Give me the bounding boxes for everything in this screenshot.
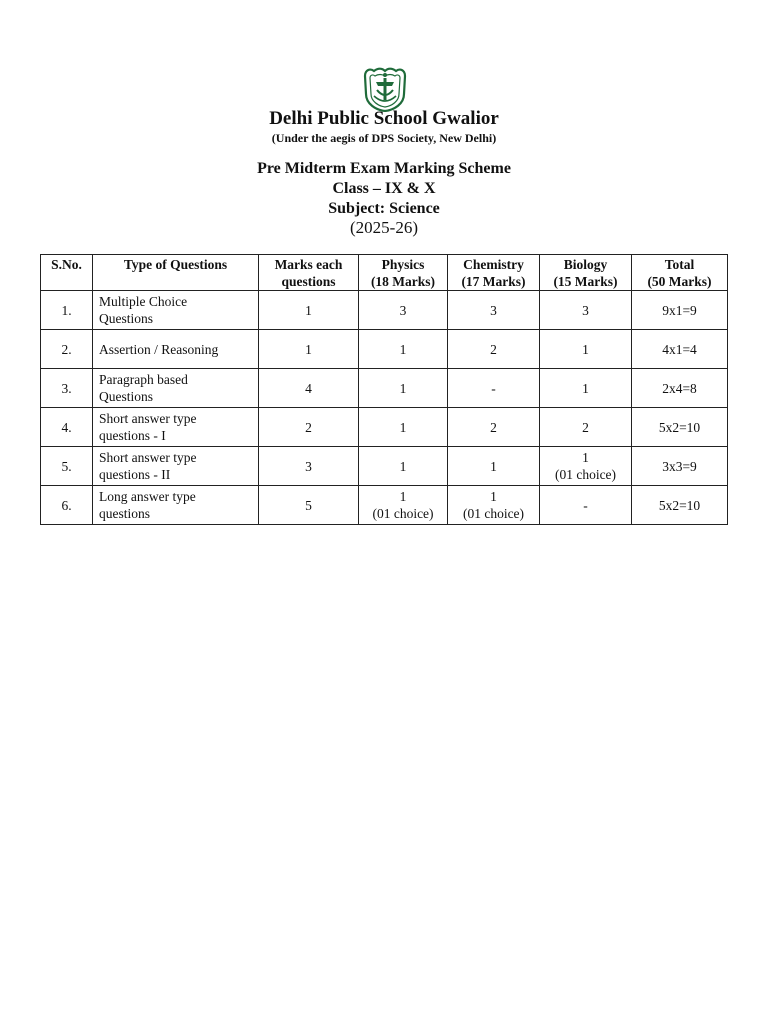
cell-physics: 3 [359,291,448,330]
table-header-row [41,255,728,291]
cell-total: 2x4=8 [632,369,728,408]
cell-chemistry: 1 [448,447,540,486]
table-row [41,447,728,486]
school-crest-logo [360,66,410,112]
marking-scheme-table [40,254,728,525]
header-chemistry: Chemistry (17 Marks) [448,255,540,291]
cell-biology: 1 (01 choice) [540,447,632,486]
exam-title: Pre Midterm Exam Marking Scheme [257,160,511,177]
aegis-subtitle: (Under the aegis of DPS Society, New Delhi) [271,131,497,145]
cell-marks-each: 1 [259,291,359,330]
cell-marks-each: 4 [259,369,359,408]
cell-sno: 6. [41,486,93,525]
cell-marks-each: 2 [259,408,359,447]
session-year: (2025-26) [350,218,418,237]
cell-marks-each: 1 [259,330,359,369]
cell-total: 4x1=4 [632,330,728,369]
cell-sno: 5. [41,447,93,486]
class-line: Class – IX & X [332,180,436,197]
subject-line: Subject: Science [328,200,440,217]
table-row [41,408,728,447]
cell-biology: 3 [540,291,632,330]
header-total: Total (50 Marks) [632,255,728,291]
cell-chemistry: 3 [448,291,540,330]
cell-sno: 4. [41,408,93,447]
cell-total: 9x1=9 [632,291,728,330]
cell-total: 5x2=10 [632,408,728,447]
cell-sno: 1. [41,291,93,330]
header-sno: S.No. [41,255,93,291]
cell-marks-each: 3 [259,447,359,486]
cell-chemistry: 1 (01 choice) [448,486,540,525]
header-marks-each: Marks each questions [259,255,359,291]
header-type: Type of Questions [93,255,259,291]
header-biology: Biology (15 Marks) [540,255,632,291]
cell-question-type: Paragraph based Questions [93,369,259,408]
cell-sno: 3. [41,369,93,408]
cell-question-type: Assertion / Reasoning [93,330,259,369]
cell-sno: 2. [41,330,93,369]
cell-question-type: Short answer type questions - II [93,447,259,486]
cell-physics: 1 [359,447,448,486]
cell-marks-each: 5 [259,486,359,525]
cell-chemistry: 2 [448,330,540,369]
cell-total: 5x2=10 [632,486,728,525]
cell-question-type: Multiple Choice Questions [93,291,259,330]
cell-biology: 1 [540,369,632,408]
cell-biology: 2 [540,408,632,447]
table-row [41,291,728,330]
table-row [41,330,728,369]
school-name: Delhi Public School Gwalior [269,108,499,129]
header-physics: Physics (18 Marks) [359,255,448,291]
cell-question-type: Long answer type questions [93,486,259,525]
cell-physics: 1 (01 choice) [359,486,448,525]
cell-physics: 1 [359,369,448,408]
table-row [41,486,728,525]
cell-chemistry: - [448,369,540,408]
cell-question-type: Short answer type questions - I [93,408,259,447]
cell-physics: 1 [359,408,448,447]
cell-biology: - [540,486,632,525]
cell-physics: 1 [359,330,448,369]
cell-biology: 1 [540,330,632,369]
cell-chemistry: 2 [448,408,540,447]
cell-total: 3x3=9 [632,447,728,486]
table-row [41,369,728,408]
